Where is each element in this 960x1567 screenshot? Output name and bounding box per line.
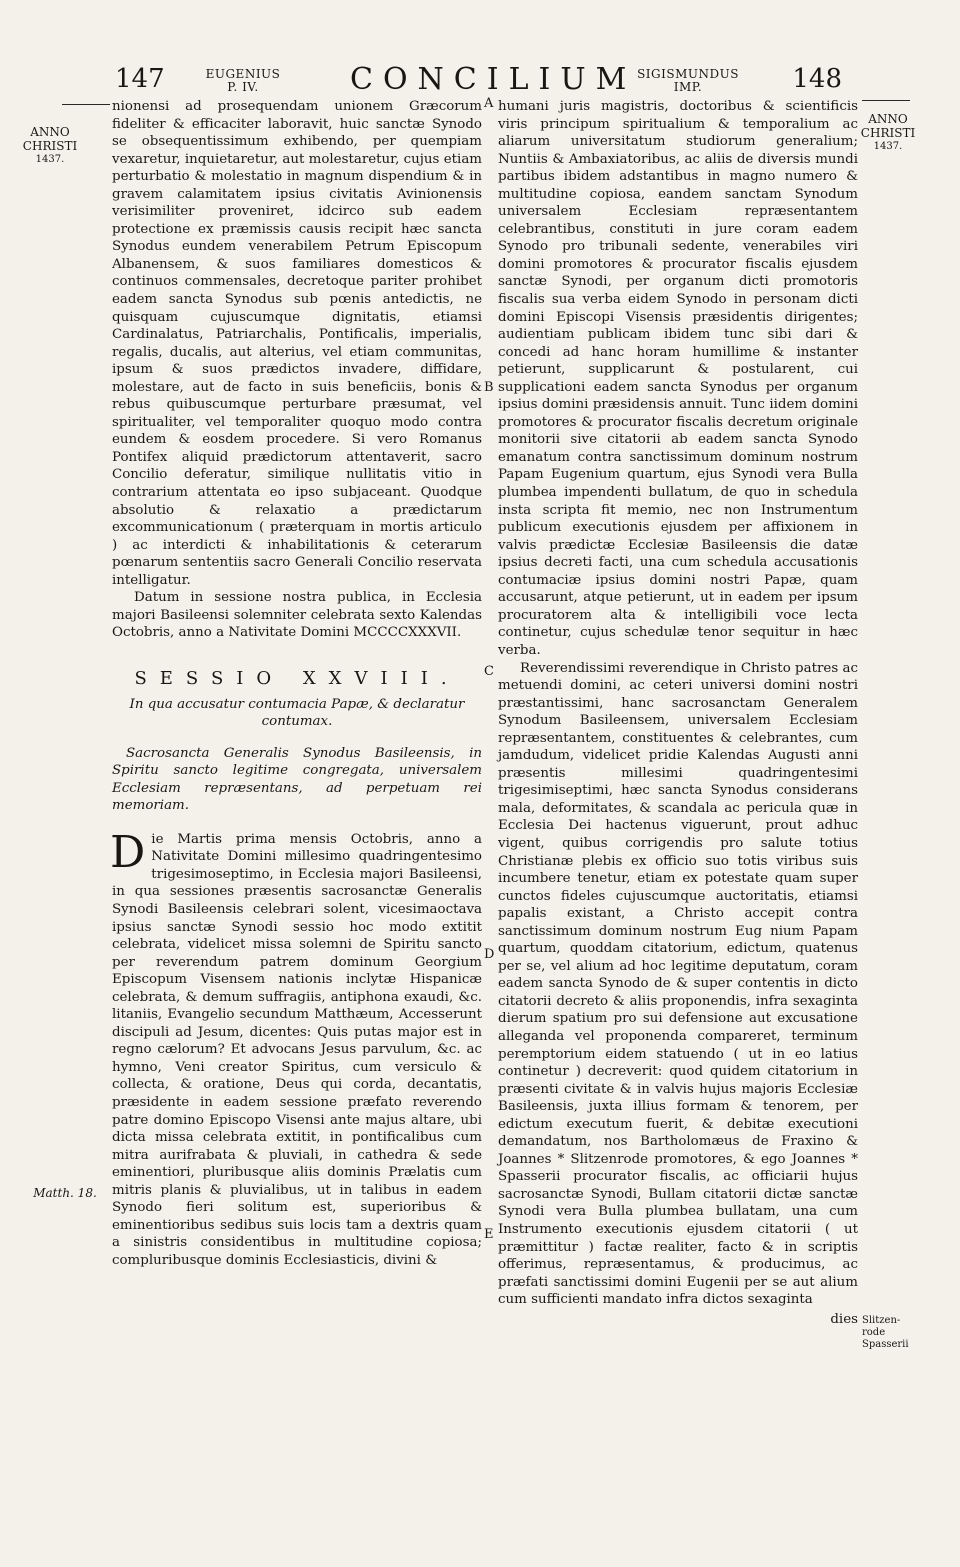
note-slitzenrode-2: rode — [862, 1327, 886, 1338]
running-head-emperor-name: SIGISMUNDUS — [637, 67, 739, 81]
anno-label: ANNO — [868, 112, 908, 126]
section-letter-a: A — [484, 96, 494, 111]
margin-rule-left — [62, 104, 110, 105]
running-header — [0, 62, 960, 102]
running-head-pope-number: P. IV. — [227, 80, 259, 94]
margin-rule-right — [862, 100, 910, 101]
anno-label: ANNO — [30, 125, 70, 139]
session-heading: SESSIO XXVIII. — [134, 667, 460, 689]
note-slitzenrode-1: Slitzen- — [862, 1315, 901, 1326]
margin-scripture-reference: Matth. 18. — [33, 1186, 97, 1200]
left-column — [112, 98, 482, 1269]
running-head-pope-name: EUGENIUS — [205, 67, 281, 81]
left-paragraph-3-text: ie Martis prima mensis Octobris, anno a Nativitate Domini millesimo quadringentesimo trigesimoseptimo, in Ecclesia majori Basileensi, in qua sessiones præsentis sacrosanctæ Generalis Synodi Basileensis celebrari solent, vicesimaoctava ipsius sanctæ Synodi sessio hoc modo extitit celebrata, videlicet missa solemni de Spiritu sancto per reverendum patrem dominum Georgium Episcopum Visensem nationis inclytæ Hispanicæ celebrata, & demum suffragiis, antiphona exaudi, &c. litaniis, Evangelio secundum Matthæum, Accesserunt discipuli ad Jesum, dicentes: Quis putas major est in regno cælorum? Et advocans Jesus parvulum, &c. ac hymno, Veni creator Spiritus, cum versiculo & collecta, & oratione, Deus qui corda, decantatis, præsidente in eadem sessione præfato reverendo patre domino Episcopo Visensi ante majus altare, ubi dicta missa celebrata extitit, in pontificalibus cum mitra aurifrabata & pluviali, in cathedra & sede eminentiori, pluribusque aliis dominis Prælatis cum mitris planis & pluvialibus, ut in talibus in eadem Synodo fieri solitum est, superioribus & eminentioribus sedibus suis locis tam a dextris quam a sinistris considentibus in multitudine copiosa; compluribusque dominis Ecclesiasticis, divini & — [112, 831, 482, 1268]
drop-capital: D — [110, 826, 146, 878]
left-paragraph-1: nionensi ad prosequendam unionem Græcorum fideliter & efficaciter laboravit, huic sanctæ Synodo se obsequentissimum exhibendo, per quempiam vexaretur, inquietaretur, aut molestaretur, cujus etiam perturbatio & molestatio in magnum dispendium & in gravem calamitatem ipsius civitatis Avinionensis verisimiliter proveniret, idcirco sub eadem protectione ex præmissis causis recipit hæc sancta Synodus eundem venerabilem Petrum Episcopum Albanensem, & suos familiares domesticos & continuos commensales, decretoque pariter prohibet eadem sancta Synodus sub pœnis antedictis, ne quisquam cujuscumque dignitatis, etiamsi Cardinalatus, Patriarchalis, Pontificalis, imperialis, regalis, ducalis, aut alterius, vel etiam communitas, ipsum & suos prædictos invadere, diffidare, molestare, aut de facto in suis beneficiis, bonis & rebus quibuscumque perturbare præsumat, vel spiritualiter, vel temporaliter quoquo modo contra eundem & eosdem procedere. Si vero Romanus Pontifex aliquid prædictorum attentaverit, sacro Concilio deferatur, similique nullitatis vitio in contrarium attentata eo ipso subjaceant. Quodque absolutio & relaxatio a prædictarum excommunicationum ( præterquam in mortis articulo ) ac interdicti & inhabilitationis & ceterarum pœnarum sententiis sacro Generali Concilio reservata intelligatur. — [112, 99, 482, 588]
year-label: 1437. — [35, 154, 65, 165]
page-title: CONCILIUM — [350, 62, 637, 97]
page-number-left: 147 — [115, 64, 165, 94]
right-paragraph-1: humani juris magistris, doctoribus & scientificis viris principum spiritualium & temporalium ac aliarum universitatum studiorum generalium; Nuntiis & Ambaxiatoribus, ac aliis de diversis mundi partibus ibidem adstantibus in magno numero & multitudine copiosa, eandem sanctam Synodum universalem Ecclesiam repræsentantem celebrantibus, constituti in jure coram eadem Synodo pro tribunali sedente, venerabiles viri domini promotores & procurator fiscalis ejusdem sanctæ Synodi, per organum dicti promotoris fiscalis sua verba eidem Synodo in personam dicti domini Episcopi Visensis præsidentis dirigentes; audientiam publicam ibidem tunc sibi dari & concedi ad hanc horam humillime & instanter petierunt, supplicarunt & postularent, cui supplicationi eadem sancta Synodus per organum ipsius domini præsidensis annuit. Tunc iidem domini promotores & procurator fiscalis decretum originale monitorii sive citatorii ab eadem sancta Synodo emanatum contra sanctissimum dominum nostrum Papam Eugenium quartum, ejus Synodi vera Bulla plumbea impendenti bullatum, de quo in schedula insta scripta fit memio, nec non Instrumentum publicum executionis ejusdem per affixionem in valvis prædictæ Ecclesiæ Basileensis die datæ ipsius decreti facti, una cum schedula accusationis contumaciæ ipsius domini nostri Papæ, quam accusarunt, atque petierunt, ut in eadem per ipsum procuratorem alta & intelligibili voce lecta continetur, cujus schedulæ tenor sequitur in hæc verba. — [498, 99, 858, 658]
running-head-emperor — [628, 68, 748, 94]
margin-anno-right — [858, 112, 918, 154]
synod-preamble: Sacrosancta Generalis Synodus Basileensis, in Spiritu sancto legitime congregata, universalem Ecclesiam repræsentans, ad perpetuam rei memoriam. — [112, 745, 482, 814]
section-letter-b: B — [484, 380, 494, 395]
right-paragraph-2: Reverendissimi reverendique in Christo patres ac metuendi domini, ac ceteri universi domini nostri præstantissimi, hanc sacrosanctam Generalem Synodum Basileensem, universalem Ecclesiam repræsentantem, constituentes & celebrantes, cum jamdudum, videlicet pridie Kalendas Augusti anni præsentis millesimi quadringentesimi trigesimiseptimi, hæc sancta Synodus considerans mala, deformitates, & scandala ac pericula quæ in Ecclesia Dei hactenus viguerunt, prout adhuc vigent, quibus corrigendis pro salute totius Christianæ plebis ex officio suo totis viribus suis incumbere tenetur, etiam ex potestate quam super cunctos fideles cujuscumque auctoritatis, etiamsi papalis existant, a Christo accepit contra sanctissimum dominum nostrum Eug nium Papam quartum, quoddam citatorium, edictum, quatenus per se, vel alium ad hoc legitime deputatum, coram eadem sancta Synodo de & super contentis in dicto citatorii decreto & aliis proponendis, infra sexaginta dierum spatium pro sui defensione aut excusatione alleganda vel proponenda compareret, terminum peremptorium eidem statuendo ( ut in eo latius continetur ) decreverit: quod quidem citatorium in præsenti civitate & in valvis hujus majoris Ecclesiæ Basileensis, juxta illius formam & tenorem, per edictum executum fuerit, & debitæ executioni demandatum, nos Bartholomæus de Fraxino & Joannes * Slitzenrode promotores, & ego Joannes * Spasserii procurator fiscalis, ac officiarii hujus sacrosanctæ Synodi, Bullam citatorii dictæ sanctæ Synodi vera Bulla plumbea bullatam, una cum Instrumento executionis ejusdem citatorii ( ut præmittitur ) factæ realiter, facto & in scriptis offerimus, repræsentamus, & producimus, ac præfati sanctissimi domini Eugenii per se aut alium cum sufficienti mandato infra dictos sexaginta — [498, 660, 858, 1308]
session-rubric: In qua accusatur contumacia Papæ, & declaratur contumax. — [129, 696, 465, 730]
section-letter-d: D — [484, 947, 495, 962]
left-paragraph-3 — [110, 826, 482, 1270]
section-letter-c: C — [484, 664, 494, 679]
margin-anno-left — [20, 125, 80, 167]
page-number-right: 148 — [792, 64, 842, 94]
margin-name-notes — [862, 1315, 922, 1351]
running-head-pope — [198, 68, 288, 94]
right-column — [498, 98, 858, 1328]
note-spasserii: Spasserii — [862, 1339, 909, 1350]
section-letter-e: E — [484, 1227, 494, 1242]
running-head-emperor-title: IMP. — [673, 80, 703, 94]
christi-label: CHRISTI — [22, 139, 78, 153]
catchword: dies — [830, 1311, 858, 1327]
year-label: 1437. — [873, 141, 903, 152]
christi-label: CHRISTI — [860, 126, 916, 140]
dating-clause: Datum in sessione nostra publica, in Ecclesia majori Basileensi solemniter celebrata sexto Kalendas Octobris, anno a Nativitate Domini MCCCCXXXVII. — [112, 590, 482, 641]
